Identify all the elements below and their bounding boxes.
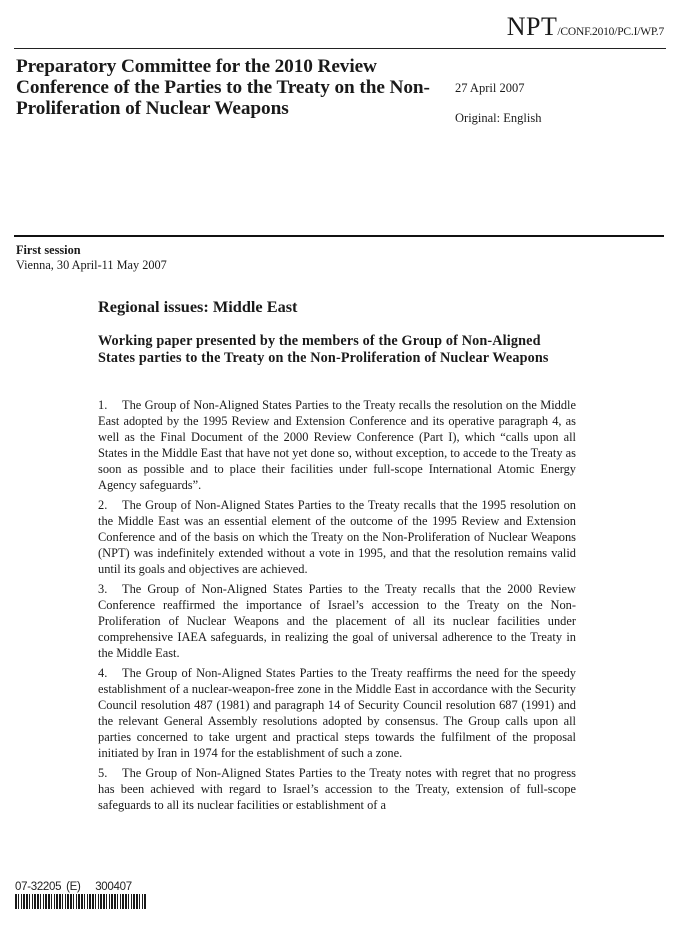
paragraph-4: [98, 665, 576, 761]
paragraph-text: The Group of Non-Aligned States Parties to the Treaty notes with regret that no progress has been achieved with regard to Israel’s accession to the Treaty, extension of full-scope safeguards to all its nuclear facilities or establishment of a: [98, 766, 576, 812]
paragraph-number: 1.: [98, 398, 108, 412]
document-symbol: [507, 14, 664, 40]
job-number: 07-32205 (E) 300407: [15, 881, 132, 893]
paragraph-text: The Group of Non-Aligned States Parties to the Treaty recalls that the 2000 Review Conference reaffirmed the importance of Israel’s accession to the Treaty on the Non-Proliferation of Nuclear Weapons and the placement of all its nuclear facilities under comprehensive IAEA safeguards, in realizing the goal of universal adherence to the Treaty in the Middle East.: [98, 582, 576, 660]
paragraph-text: The Group of Non-Aligned States Parties to the Treaty recalls the resolution on the Middle East adopted by the 1995 Review and Extension Conference and its operative paragraph 4, as well as the Final Document of the 2000 Review Conference (Part I), which “calls upon all States in the Middle East that have not yet done so, without exception, to accede to the Treaty as soon as possible and to place their facilities under full-scope International Atomic Energy Agency safeguards”.: [98, 398, 576, 492]
committee-title: Preparatory Committee for the 2010 Review Conference of the Parties to the Treaty on the Non-Proliferation of Nuclear Weapons: [16, 56, 430, 119]
paper-title: Working paper presented by the members of the Group of Non-Aligned States parties to the Treaty on the Non-Proliferation of Nuclear Weapons: [98, 333, 549, 366]
paragraph-2: [98, 497, 576, 577]
document-body: [98, 397, 576, 817]
paragraph-text: The Group of Non-Aligned States Parties to the Treaty reaffirms the need for the speedy establishment of a nuclear-weapon-free zone in the Middle East in accordance with the Security Council resolution 487 (1981) and paragraph 14 of Security Council resolution 687 (1991) and the relevant General Assembly resolutions adopted by consensus. The Group calls upon all parties concerned to take urgent and practical steps towards the fulfilment of the proposal initiated by Iran in 1974 for the establishment of such a zone.: [98, 666, 576, 760]
document-symbol-suffix: /CONF.2010/PC.I/WP.7: [557, 26, 664, 38]
paragraph-number: 2.: [98, 498, 108, 512]
paragraph-number: 5.: [98, 766, 108, 780]
session-info: [16, 243, 167, 273]
original-language: Original: English: [455, 111, 542, 125]
paragraph-3: [98, 581, 576, 661]
paragraph-5: [98, 765, 576, 813]
session-place-dates: Vienna, 30 April-11 May 2007: [16, 258, 167, 272]
agenda-title: Regional issues: Middle East: [98, 297, 298, 316]
paragraph-text: The Group of Non-Aligned States Parties to the Treaty recalls that the 1995 resolution on the Middle East was an essential element of the outcome of the 1995 Review and Extension Conference and of the basis on which the Treaty on the Non-Proliferation of Nuclear Weapons (NPT) was indefinitely extended without a vote in 1995, and that the resolution remains valid until its goals and objectives are achieved.: [98, 498, 576, 576]
session-title: First session: [16, 243, 81, 257]
date-block: [455, 80, 541, 140]
paragraph-1: [98, 397, 576, 493]
paragraph-number: 3.: [98, 582, 108, 596]
document-date: 27 April 2007: [455, 81, 525, 95]
paragraph-number: 4.: [98, 666, 108, 680]
barcode-icon: [15, 894, 147, 909]
header-rule: [14, 48, 666, 49]
document-symbol-main: NPT: [506, 12, 558, 41]
session-rule: [14, 235, 664, 237]
